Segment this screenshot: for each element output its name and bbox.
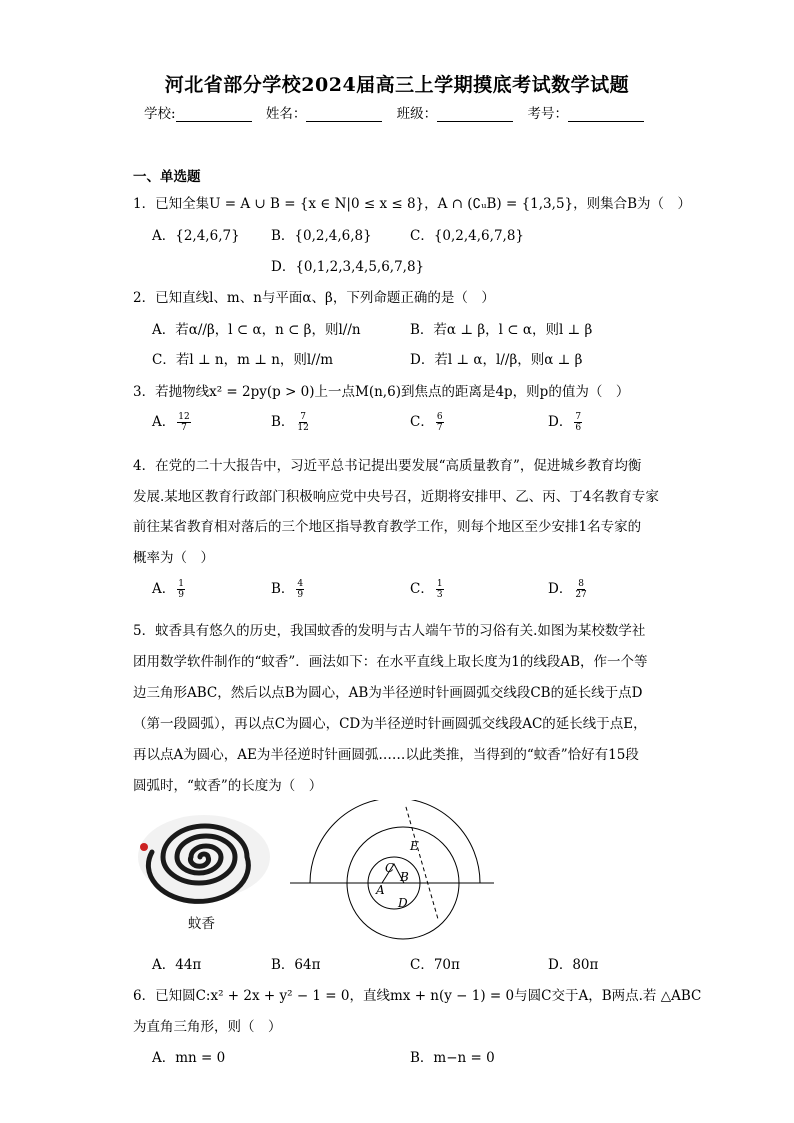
mosquito-coil-caption: 蚊香 bbox=[188, 916, 215, 932]
q3-option-d-fraction bbox=[574, 412, 582, 433]
q4-option-b-label: B． bbox=[271, 581, 295, 597]
q6-line-1: 6．已知圆C:x² + 2x + y² − 1 = 0，直线mx + n(y − 1) = 0与圆C交于A，B两点.若 △ABC bbox=[133, 988, 702, 1004]
q5-option-d: D．80π bbox=[548, 957, 599, 973]
numerator: 7 bbox=[575, 412, 582, 422]
q4-line-2: 发展.某地区教育行政部门积极响应党中央号召，近期将安排甲、乙、丙、丁4名教育专家 bbox=[133, 489, 659, 505]
numerator: 6 bbox=[436, 412, 443, 422]
numerator: 12 bbox=[178, 412, 190, 422]
q3-option-b-label: B． bbox=[271, 414, 295, 430]
q4-option-c-label: C． bbox=[410, 581, 434, 597]
numerator: 8 bbox=[578, 579, 584, 589]
label-d: D bbox=[398, 896, 408, 910]
q3-option-c-label: C． bbox=[410, 414, 434, 430]
q1-option-c: C．{0,2,4,6,7,8} bbox=[410, 228, 524, 244]
denominator: 12 bbox=[297, 423, 309, 433]
denominator: 7 bbox=[436, 423, 443, 433]
exam-number-label: 考号： bbox=[527, 106, 568, 122]
q3-option-a-fraction bbox=[177, 412, 190, 433]
student-info-row bbox=[0, 102, 794, 122]
q2-option-a: A．若α//β，l ⊂ α，n ⊂ β，则l//n bbox=[152, 322, 361, 338]
numerator: 1 bbox=[178, 579, 184, 589]
coil-construction-diagram bbox=[290, 800, 500, 940]
q6-option-b: B．m−n = 0 bbox=[410, 1050, 495, 1066]
q4-option-a-label: A． bbox=[152, 581, 176, 597]
q4-line-1: 4．在党的二十大报告中，习近平总书记提出要发展“高质量教育”，促进城乡教育均衡 bbox=[133, 458, 642, 474]
q6-option-a: A．mn = 0 bbox=[152, 1050, 226, 1066]
q2-option-d: D．若l ⊥ α，l//β，则α ⊥ β bbox=[410, 352, 583, 368]
denominator: 27 bbox=[575, 590, 587, 600]
q3-option-c-fraction bbox=[436, 412, 444, 433]
q2-option-c: C．若l ⊥ n，m ⊥ n，则l//m bbox=[152, 352, 334, 368]
label-c: C bbox=[385, 861, 395, 875]
q5-line-1: 5．蚊香具有悠久的历史，我国蚊香的发明与古人端午节的习俗有关.如图为某校数学社 bbox=[133, 623, 646, 639]
class-label: 班级： bbox=[396, 106, 438, 122]
q3-option-a bbox=[152, 410, 191, 433]
name-label: 姓名： bbox=[265, 106, 307, 122]
q3-option-b bbox=[271, 410, 310, 433]
q4-option-b bbox=[271, 577, 304, 600]
q4-option-a bbox=[152, 577, 185, 600]
q1-option-a: A．{2,4,6,7} bbox=[152, 228, 240, 244]
numerator: 7 bbox=[300, 412, 307, 422]
q1-stem: 1．已知全集U = A ∪ B = {x ∈ N|0 ≤ x ≤ 8}，A ∩ (∁ᵤB) = {1,3,5}，则集合B为（ ） bbox=[133, 196, 692, 212]
school-label: 学校: bbox=[144, 106, 176, 122]
q4-option-c bbox=[410, 577, 444, 600]
outer-arc bbox=[310, 800, 480, 883]
q2-stem: 2．已知直线l、m、n与平面α、β，下列命题正确的是（ ） bbox=[133, 290, 495, 306]
class-blank[interactable] bbox=[437, 107, 513, 122]
q1-option-d: D．{0,1,2,3,4,5,6,7,8} bbox=[271, 259, 425, 275]
denominator: 9 bbox=[178, 590, 184, 600]
section-title: 一、单选题 bbox=[133, 169, 201, 185]
label-a: A bbox=[376, 883, 385, 897]
q1-option-b: B．{0,2,4,6,8} bbox=[271, 228, 372, 244]
numerator: 1 bbox=[436, 579, 443, 589]
coil-ember bbox=[140, 843, 148, 851]
q4-option-b-fraction bbox=[296, 579, 304, 600]
denominator: 9 bbox=[297, 590, 304, 600]
exam-number-blank[interactable] bbox=[568, 107, 644, 122]
q5-option-b: B．64π bbox=[271, 957, 321, 973]
q4-line-4: 概率为（ ） bbox=[133, 550, 214, 566]
q3-option-b-fraction bbox=[296, 412, 309, 433]
q3-option-d-label: D． bbox=[548, 414, 573, 430]
q4-option-a-fraction bbox=[177, 579, 185, 600]
q5-line-4: （第一段圆弧），再以点C为圆心，CD为半径逆时针画圆弧交线段AC的延长线于点E， bbox=[133, 716, 647, 732]
q3-option-c bbox=[410, 410, 444, 433]
q4-option-d bbox=[548, 577, 588, 600]
label-e: E bbox=[410, 839, 419, 853]
q5-line-3: 边三角形ABC，然后以点B为圆心，AB为半径逆时针画圆弧交线段CB的延长线于点D bbox=[133, 685, 643, 701]
q2-option-b: B．若α ⊥ β，l ⊂ α，则l ⊥ β bbox=[410, 322, 593, 338]
denominator: 6 bbox=[575, 423, 582, 433]
page-title: 河北省部分学校2024届高三上学期摸底考试数学试题 bbox=[164, 74, 630, 96]
numerator: 4 bbox=[297, 579, 304, 589]
q3-option-a-label: A． bbox=[152, 414, 176, 430]
denominator: 7 bbox=[181, 423, 187, 433]
q4-option-d-label: D． bbox=[548, 581, 573, 597]
q5-line-5: 再以点A为圆心，AE为半径逆时针画圆弧……以此类推，当得到的“蚊香”恰好有15段 bbox=[133, 747, 639, 763]
q4-option-c-fraction bbox=[436, 579, 444, 600]
denominator: 3 bbox=[436, 590, 443, 600]
q5-line-6: 圆弧时，“蚊香”的长度为（ ） bbox=[133, 778, 323, 794]
q5-option-a: A．44π bbox=[152, 957, 202, 973]
mosquito-coil-image bbox=[132, 805, 272, 905]
label-b: B bbox=[400, 870, 409, 884]
q3-option-d bbox=[548, 410, 582, 433]
q5-option-c: C．70π bbox=[410, 957, 460, 973]
q4-line-3: 前往某省教育相对落后的三个地区指导教育教学工作，则每个地区至少安排1名专家的 bbox=[133, 519, 642, 535]
q4-option-d-fraction bbox=[574, 579, 587, 600]
q3-stem: 3．若抛物线x² = 2py(p > 0)上一点M(n,6)到焦点的距离是4p，则p的值为（ ） bbox=[133, 384, 630, 400]
name-blank[interactable] bbox=[306, 107, 382, 122]
q6-line-2: 为直角三角形，则（ ） bbox=[133, 1019, 282, 1035]
q5-line-2: 团用数学软件制作的“蚊香”．画法如下：在水平直线上取长度为1的线段AB，作一个等 bbox=[133, 654, 648, 670]
school-blank[interactable] bbox=[176, 107, 252, 122]
